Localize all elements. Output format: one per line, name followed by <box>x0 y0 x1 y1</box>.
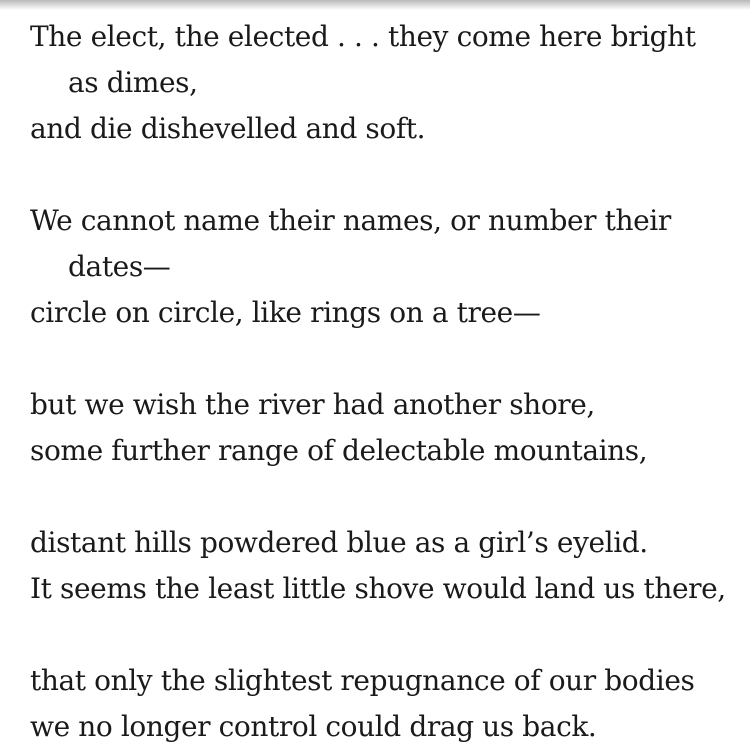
poem-line: and die dishevelled and soft. <box>30 112 426 145</box>
stanza <box>30 198 730 336</box>
poem-text <box>30 14 730 750</box>
poem-line: but we wish the river had another shore, <box>30 388 595 421</box>
poem-line: we no longer control could drag us back. <box>30 710 597 743</box>
poem-line-continuation: as dimes, <box>68 66 198 99</box>
poem-line-continuation: dates— <box>68 250 171 283</box>
stanza <box>30 14 730 152</box>
poem-line: It seems the least little shove would land us there, <box>30 572 726 605</box>
poem-line: distant hills powdered blue as a girl’s eyelid. <box>30 526 648 559</box>
stanza <box>30 382 730 474</box>
stanza <box>30 520 730 612</box>
poem-line: that only the slightest repugnance of our bodies <box>30 664 695 697</box>
poem-line: some further range of delectable mountains, <box>30 434 648 467</box>
poem-line: We cannot name their names, or number their <box>30 204 671 237</box>
poem-line: The elect, the elected . . . they come here bright <box>30 20 696 53</box>
top-edge-shadow <box>0 0 750 10</box>
poem-line: circle on circle, like rings on a tree— <box>30 296 541 329</box>
stanza <box>30 658 730 750</box>
